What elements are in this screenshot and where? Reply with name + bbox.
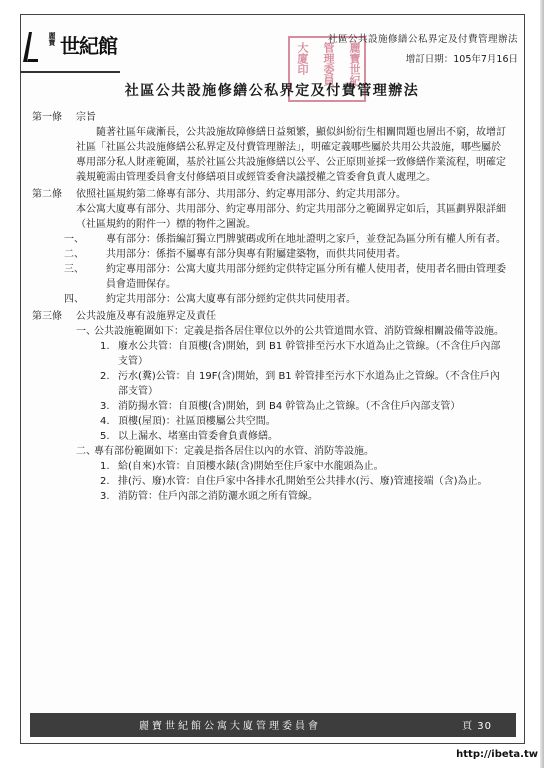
item-number: 三、	[64, 264, 84, 275]
item-number: 一、	[76, 326, 96, 337]
item-number: 3.	[100, 491, 110, 502]
list-item	[64, 399, 507, 414]
org-logo	[20, 28, 140, 68]
item-text: 約定共用部分：公寓大廈專有部分經約定供共同使用者。	[106, 294, 356, 305]
item-number: 二、	[64, 249, 84, 260]
item-text: 以上漏水、堵塞由管委會負責修繕。	[118, 431, 278, 442]
article-heading: 公共設施及專有設施界定及責任	[76, 311, 216, 322]
page-number: 頁 30	[462, 721, 492, 732]
item-number: 一、	[64, 234, 84, 245]
list-item	[64, 459, 507, 474]
article-label: 第二條	[32, 189, 62, 200]
list-item	[64, 262, 507, 292]
item-text: 公共設施範圍如下：定義是指各居住單位以外的公共管道間水管、消防管線相關設備等設施。	[94, 326, 504, 337]
article-1	[32, 110, 507, 185]
article-text: 依照社區規約第二條專有部分、共用部分、約定專用部分、約定共用部分。	[76, 189, 406, 200]
seal-text: 管理委員	[322, 42, 335, 86]
header-doc-ref: 社區公共設施修繕公私界定及付費管理辦法	[327, 34, 518, 45]
article-3	[32, 309, 507, 504]
article-text: 本公寓大廈專有部分、共用部分、約定專用部分、約定共用部分之範圍界定如后，其區劃界限詳細（社區規約的附件一）標的物件之圖說。	[76, 204, 506, 230]
list-item	[64, 247, 507, 262]
item-text: 給(自來)水管：自頂樓水錶(含)開始至住戶家中水龍頭為止。	[118, 461, 384, 472]
list-item	[64, 339, 507, 369]
logo-mark-icon	[20, 28, 40, 64]
document-body	[32, 110, 507, 506]
item-text: 污水(糞)公管：自 19F(含)開始，到 B1 幹管排至污水下水道為止之管線。（不含住戶內部支管）	[118, 371, 500, 397]
footer-title: 麗寶世紀館公寓大廈管理委員會	[139, 721, 321, 732]
seal-text: 麗寶世紀	[348, 42, 361, 86]
item-number: 2.	[100, 476, 110, 487]
article-text: 隨著社區年歲漸長，公共設施故障修繕日益頻繁，顯似糾紛衍生相關問題也層出不窮，故增訂社區「社區公共設施修繕公私界定及付費管理辦法」，明確定義哪些屬於共用公共設施，哪些屬於專用部分私人財產範圍，基於社區公共設施修繕以公平、公正原則並採一致修繕作業流程，明確定義規範需由管理委員會支付修繕項目或經管委會決議授權之管委會負責人處理之。	[76, 127, 506, 183]
item-number: 1.	[100, 341, 110, 352]
site-watermark: http://ibeta.tw	[456, 749, 538, 760]
item-text: 共用部分：係指不屬專有部分與專有附屬建築物，而供共同使用者。	[106, 249, 406, 260]
article-2	[32, 187, 507, 307]
item-text: 專有部分：係指編訂獨立門牌號碼或所在地址證明之家戶，並登記為區分所有權人所有者。	[106, 234, 506, 245]
header-date: 增訂日期：105年7月16日	[405, 54, 518, 65]
item-number: 2.	[100, 371, 110, 382]
item-text: 排(污、廢)水管：自住戶家中各排水孔開始至公共排水(污、廢)管連接端（含)為止。	[118, 476, 488, 487]
list-item	[64, 369, 507, 399]
section-item	[64, 444, 507, 459]
item-text: 頂樓(屋頂)：社區頂樓屬公共空間。	[118, 416, 276, 427]
article-label: 第一條	[32, 112, 62, 123]
page-footer	[30, 713, 516, 737]
item-text: 廢水公共管：自頂樓(含)開始，到 B1 幹管排至污水下水道為止之管線。（不含住戶內部支管）	[118, 341, 501, 367]
section-item	[64, 324, 507, 339]
seal-text: 大廈印	[296, 42, 309, 75]
item-number: 四、	[64, 294, 84, 305]
item-text: 專有部份範圍如下：定義是指各居住以內的水管、消防等設施。	[94, 446, 374, 457]
article-label: 第三條	[32, 311, 62, 322]
list-item	[64, 232, 507, 247]
org-sub-name: 麗寶	[48, 32, 56, 46]
org-name: 世紀館	[60, 34, 117, 58]
item-text: 消防揚水管：自頂樓(含)開始，到 B4 幹管為止之管線。（不含住戶內部支管）	[118, 401, 461, 412]
scan-edge	[540, 0, 544, 768]
item-text: 約定專用部分：公寓大廈共用部分經約定供特定區分所有權人使用者，使用者名冊由管理委員會造冊保存。	[106, 264, 506, 290]
item-number: 4.	[100, 416, 110, 427]
item-text: 消防管：住戶內部之消防灑水頭之所有管線。	[118, 491, 318, 502]
header-rule	[20, 71, 120, 73]
list-item	[64, 489, 507, 504]
item-number: 1.	[100, 461, 110, 472]
list-item	[64, 429, 507, 444]
item-number: 5.	[100, 431, 110, 442]
article-heading: 宗旨	[76, 112, 96, 123]
list-item	[64, 474, 507, 489]
item-number: 3.	[100, 401, 110, 412]
list-item	[64, 414, 507, 429]
item-number: 二、	[76, 446, 96, 457]
list-item	[64, 292, 507, 307]
document-title: 社區公共設施修繕公私界定及付費管理辦法	[124, 83, 420, 99]
